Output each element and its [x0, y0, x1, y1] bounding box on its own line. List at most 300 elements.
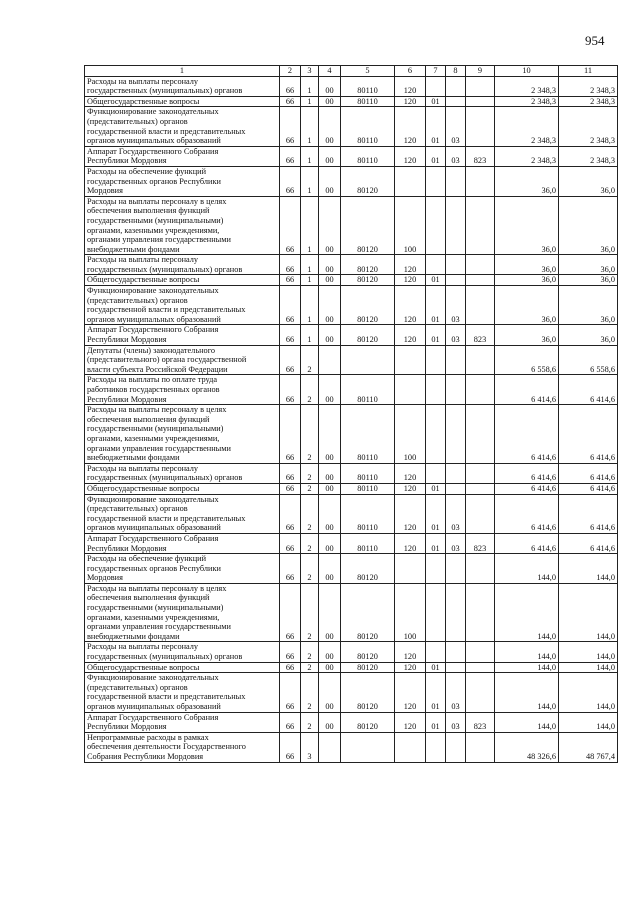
row-description: Общегосударственные вопросы — [85, 483, 280, 494]
cell-amount-year-1: 144,0 — [495, 554, 559, 584]
cell-subprogram-code: 00 — [319, 96, 341, 107]
cell-subprogram-code: 00 — [319, 325, 341, 345]
cell-subprogram-code: 00 — [319, 405, 341, 464]
cell-amount-year-2: 2 348,3 — [559, 107, 618, 146]
cell-section — [426, 375, 446, 405]
cell-section — [426, 732, 446, 762]
cell-program-code: 2 — [301, 712, 319, 732]
cell-subsection: 03 — [446, 146, 466, 166]
cell-ministry-code — [466, 583, 495, 642]
cell-amount-year-2: 6 414,6 — [559, 483, 618, 494]
cell-program-code: 2 — [301, 533, 319, 553]
cell-direction-code: 80120 — [341, 325, 395, 345]
cell-program-code: 1 — [301, 286, 319, 325]
cell-amount-year-1: 144,0 — [495, 673, 559, 712]
cell-amount-year-1: 36,0 — [495, 166, 559, 196]
table-row — [85, 146, 618, 166]
cell-section — [426, 76, 446, 96]
cell-amount-year-2: 6 414,6 — [559, 463, 618, 483]
cell-subsection — [446, 345, 466, 375]
cell-amount-year-2: 6 558,6 — [559, 345, 618, 375]
cell-expense-type: 120 — [395, 275, 426, 286]
cell-expense-type: 120 — [395, 96, 426, 107]
cell-admin-code: 66 — [280, 673, 301, 712]
cell-subprogram-code: 00 — [319, 494, 341, 533]
cell-program-code: 1 — [301, 96, 319, 107]
row-description: Функционирование законодательных (представительных) органов государственной власти и представительных органов муниципальных образований — [85, 286, 280, 325]
cell-direction-code: 80120 — [341, 255, 395, 275]
cell-direction-code: 80120 — [341, 583, 395, 642]
cell-direction-code: 80110 — [341, 146, 395, 166]
cell-subprogram-code: 00 — [319, 712, 341, 732]
cell-section — [426, 166, 446, 196]
cell-admin-code: 66 — [280, 554, 301, 584]
table-row — [85, 483, 618, 494]
row-description: Расходы на обеспечение функций государственных органов Республики Мордовия — [85, 554, 280, 584]
table-row — [85, 96, 618, 107]
table-row — [85, 533, 618, 553]
cell-program-code: 2 — [301, 345, 319, 375]
cell-amount-year-1: 36,0 — [495, 286, 559, 325]
cell-section — [426, 255, 446, 275]
cell-section — [426, 405, 446, 464]
cell-section: 01 — [426, 494, 446, 533]
table-row — [85, 107, 618, 146]
cell-admin-code: 66 — [280, 732, 301, 762]
row-description: Расходы на выплаты персоналу в целях обеспечения выполнения функций государственными (муниципальными) органами, казенными учреждениями, органами управления государственными внебюджетными фондами — [85, 583, 280, 642]
cell-ministry-code — [466, 662, 495, 673]
cell-direction-code — [341, 732, 395, 762]
cell-program-code: 3 — [301, 732, 319, 762]
cell-ministry-code — [466, 642, 495, 662]
column-header: 6 — [395, 66, 426, 77]
cell-amount-year-1: 6 414,6 — [495, 483, 559, 494]
cell-subprogram-code — [319, 345, 341, 375]
cell-section — [426, 554, 446, 584]
cell-ministry-code: 823 — [466, 146, 495, 166]
cell-admin-code: 66 — [280, 494, 301, 533]
cell-subsection — [446, 662, 466, 673]
cell-direction-code: 80110 — [341, 96, 395, 107]
row-description: Аппарат Государственного Собрания Республики Мордовия — [85, 533, 280, 553]
cell-amount-year-1: 36,0 — [495, 325, 559, 345]
cell-admin-code: 66 — [280, 375, 301, 405]
row-description: Расходы на обеспечение функций государственных органов Республики Мордовия — [85, 166, 280, 196]
cell-expense-type: 120 — [395, 76, 426, 96]
cell-expense-type: 120 — [395, 494, 426, 533]
cell-subsection: 03 — [446, 673, 466, 712]
cell-amount-year-2: 2 348,3 — [559, 76, 618, 96]
cell-expense-type: 100 — [395, 405, 426, 464]
cell-subprogram-code: 00 — [319, 275, 341, 286]
cell-ministry-code — [466, 166, 495, 196]
cell-section: 01 — [426, 662, 446, 673]
cell-admin-code: 66 — [280, 642, 301, 662]
cell-program-code: 1 — [301, 166, 319, 196]
cell-expense-type — [395, 375, 426, 405]
cell-direction-code: 80110 — [341, 107, 395, 146]
cell-program-code: 1 — [301, 275, 319, 286]
cell-expense-type: 120 — [395, 107, 426, 146]
cell-subsection — [446, 583, 466, 642]
cell-amount-year-1: 48 326,6 — [495, 732, 559, 762]
cell-amount-year-2: 2 348,3 — [559, 146, 618, 166]
cell-program-code: 2 — [301, 483, 319, 494]
row-description: Расходы на выплаты персоналу государственных (муниципальных) органов — [85, 463, 280, 483]
cell-ministry-code — [466, 375, 495, 405]
cell-admin-code: 66 — [280, 533, 301, 553]
cell-section: 01 — [426, 483, 446, 494]
cell-section — [426, 583, 446, 642]
cell-amount-year-2: 36,0 — [559, 275, 618, 286]
row-description: Общегосударственные вопросы — [85, 275, 280, 286]
table-row — [85, 275, 618, 286]
cell-expense-type: 100 — [395, 583, 426, 642]
column-header: 5 — [341, 66, 395, 77]
cell-direction-code: 80110 — [341, 463, 395, 483]
cell-section — [426, 196, 446, 255]
table-row — [85, 76, 618, 96]
cell-subsection: 03 — [446, 533, 466, 553]
row-description: Расходы на выплаты персоналу в целях обеспечения выполнения функций государственными (муниципальными) органами, казенными учреждениями, органами управления государственными внебюджетными фондами — [85, 196, 280, 255]
cell-subprogram-code: 00 — [319, 673, 341, 712]
cell-subsection — [446, 405, 466, 464]
cell-amount-year-1: 144,0 — [495, 583, 559, 642]
column-header: 1 — [85, 66, 280, 77]
column-header: 10 — [495, 66, 559, 77]
table-row — [85, 255, 618, 275]
cell-direction-code: 80120 — [341, 642, 395, 662]
cell-subprogram-code: 00 — [319, 375, 341, 405]
cell-direction-code: 80110 — [341, 533, 395, 553]
cell-expense-type: 100 — [395, 196, 426, 255]
cell-admin-code: 66 — [280, 96, 301, 107]
cell-amount-year-1: 6 414,6 — [495, 375, 559, 405]
budget-table — [84, 65, 618, 763]
cell-ministry-code — [466, 196, 495, 255]
cell-subprogram-code — [319, 732, 341, 762]
cell-amount-year-1: 2 348,3 — [495, 76, 559, 96]
cell-expense-type: 120 — [395, 146, 426, 166]
cell-direction-code — [341, 345, 395, 375]
row-description: Расходы на выплаты персоналу государственных (муниципальных) органов — [85, 255, 280, 275]
cell-program-code: 2 — [301, 642, 319, 662]
cell-program-code: 1 — [301, 76, 319, 96]
cell-amount-year-2: 2 348,3 — [559, 96, 618, 107]
cell-subprogram-code: 00 — [319, 483, 341, 494]
cell-admin-code: 66 — [280, 76, 301, 96]
column-header: 4 — [319, 66, 341, 77]
cell-ministry-code — [466, 732, 495, 762]
table-row — [85, 375, 618, 405]
cell-program-code: 2 — [301, 583, 319, 642]
cell-admin-code: 66 — [280, 463, 301, 483]
cell-section — [426, 463, 446, 483]
column-header: 11 — [559, 66, 618, 77]
cell-subsection — [446, 642, 466, 662]
column-header: 9 — [466, 66, 495, 77]
cell-section: 01 — [426, 533, 446, 553]
cell-direction-code: 80110 — [341, 483, 395, 494]
table-row — [85, 712, 618, 732]
cell-expense-type: 120 — [395, 642, 426, 662]
cell-section: 01 — [426, 96, 446, 107]
cell-program-code: 1 — [301, 146, 319, 166]
table-row — [85, 732, 618, 762]
cell-subsection — [446, 463, 466, 483]
table-row — [85, 345, 618, 375]
cell-section — [426, 345, 446, 375]
cell-subprogram-code: 00 — [319, 255, 341, 275]
cell-direction-code: 80110 — [341, 494, 395, 533]
cell-admin-code: 66 — [280, 583, 301, 642]
cell-direction-code: 80120 — [341, 286, 395, 325]
table-body — [85, 76, 618, 762]
table-row — [85, 286, 618, 325]
cell-section: 01 — [426, 107, 446, 146]
cell-program-code: 2 — [301, 554, 319, 584]
table-row — [85, 583, 618, 642]
cell-direction-code: 80120 — [341, 554, 395, 584]
cell-amount-year-2: 144,0 — [559, 583, 618, 642]
cell-section: 01 — [426, 146, 446, 166]
cell-subprogram-code: 00 — [319, 583, 341, 642]
row-description: Функционирование законодательных (представительных) органов государственной власти и представительных органов муниципальных образований — [85, 494, 280, 533]
cell-expense-type: 120 — [395, 483, 426, 494]
cell-subsection: 03 — [446, 325, 466, 345]
cell-subsection — [446, 375, 466, 405]
cell-program-code: 2 — [301, 375, 319, 405]
cell-amount-year-1: 2 348,3 — [495, 146, 559, 166]
cell-admin-code: 66 — [280, 712, 301, 732]
cell-subsection — [446, 255, 466, 275]
row-description: Непрограммные расходы в рамках обеспечения деятельности Государственного Собрания Республики Мордовия — [85, 732, 280, 762]
cell-section: 01 — [426, 673, 446, 712]
cell-amount-year-1: 6 558,6 — [495, 345, 559, 375]
cell-amount-year-2: 6 414,6 — [559, 375, 618, 405]
row-description: Общегосударственные вопросы — [85, 662, 280, 673]
table-row — [85, 196, 618, 255]
cell-direction-code: 80120 — [341, 196, 395, 255]
cell-subprogram-code: 00 — [319, 642, 341, 662]
cell-ministry-code — [466, 255, 495, 275]
cell-amount-year-2: 144,0 — [559, 712, 618, 732]
cell-amount-year-1: 2 348,3 — [495, 96, 559, 107]
cell-direction-code: 80120 — [341, 673, 395, 712]
cell-direction-code: 80120 — [341, 275, 395, 286]
cell-amount-year-1: 6 414,6 — [495, 533, 559, 553]
cell-program-code: 1 — [301, 325, 319, 345]
cell-amount-year-1: 2 348,3 — [495, 107, 559, 146]
cell-admin-code: 66 — [280, 196, 301, 255]
cell-amount-year-2: 6 414,6 — [559, 494, 618, 533]
cell-expense-type: 120 — [395, 463, 426, 483]
cell-subprogram-code: 00 — [319, 533, 341, 553]
cell-direction-code: 80120 — [341, 166, 395, 196]
cell-subprogram-code: 00 — [319, 554, 341, 584]
page-number: 954 — [585, 33, 605, 48]
table-row — [85, 463, 618, 483]
cell-amount-year-2: 36,0 — [559, 286, 618, 325]
cell-amount-year-2: 6 414,6 — [559, 533, 618, 553]
cell-subsection: 03 — [446, 107, 466, 146]
cell-program-code: 1 — [301, 107, 319, 146]
cell-subsection: 03 — [446, 286, 466, 325]
cell-ministry-code — [466, 286, 495, 325]
row-description: Функционирование законодательных (представительных) органов государственной власти и представительных органов муниципальных образований — [85, 673, 280, 712]
cell-program-code: 1 — [301, 255, 319, 275]
cell-amount-year-2: 36,0 — [559, 325, 618, 345]
cell-subprogram-code: 00 — [319, 662, 341, 673]
cell-subsection — [446, 483, 466, 494]
cell-amount-year-2: 144,0 — [559, 642, 618, 662]
cell-amount-year-1: 144,0 — [495, 662, 559, 673]
cell-ministry-code — [466, 483, 495, 494]
cell-admin-code: 66 — [280, 286, 301, 325]
table-row — [85, 554, 618, 584]
cell-amount-year-2: 144,0 — [559, 554, 618, 584]
row-description: Расходы на выплаты персоналу государственных (муниципальных) органов — [85, 642, 280, 662]
table-row — [85, 662, 618, 673]
cell-admin-code: 66 — [280, 325, 301, 345]
cell-admin-code: 66 — [280, 146, 301, 166]
cell-amount-year-1: 36,0 — [495, 255, 559, 275]
cell-expense-type: 120 — [395, 712, 426, 732]
cell-subsection: 03 — [446, 494, 466, 533]
cell-amount-year-2: 6 414,6 — [559, 405, 618, 464]
cell-amount-year-1: 6 414,6 — [495, 463, 559, 483]
cell-subsection — [446, 76, 466, 96]
cell-subsection — [446, 275, 466, 286]
table-row — [85, 642, 618, 662]
cell-subsection — [446, 732, 466, 762]
cell-section: 01 — [426, 712, 446, 732]
cell-subprogram-code: 00 — [319, 196, 341, 255]
cell-direction-code: 80110 — [341, 375, 395, 405]
cell-ministry-code — [466, 554, 495, 584]
row-description: Общегосударственные вопросы — [85, 96, 280, 107]
cell-ministry-code — [466, 494, 495, 533]
cell-expense-type — [395, 345, 426, 375]
cell-ministry-code: 823 — [466, 533, 495, 553]
cell-admin-code: 66 — [280, 345, 301, 375]
cell-ministry-code — [466, 275, 495, 286]
cell-expense-type: 120 — [395, 325, 426, 345]
cell-admin-code: 66 — [280, 166, 301, 196]
cell-program-code: 1 — [301, 196, 319, 255]
cell-amount-year-2: 36,0 — [559, 166, 618, 196]
cell-subprogram-code: 00 — [319, 463, 341, 483]
table-row — [85, 673, 618, 712]
cell-subsection — [446, 196, 466, 255]
cell-direction-code: 80120 — [341, 712, 395, 732]
cell-expense-type — [395, 732, 426, 762]
table-row — [85, 166, 618, 196]
column-header: 8 — [446, 66, 466, 77]
cell-amount-year-2: 48 767,4 — [559, 732, 618, 762]
table-row — [85, 494, 618, 533]
cell-amount-year-1: 6 414,6 — [495, 494, 559, 533]
cell-program-code: 2 — [301, 494, 319, 533]
cell-expense-type: 120 — [395, 673, 426, 712]
cell-section: 01 — [426, 286, 446, 325]
cell-ministry-code — [466, 463, 495, 483]
cell-admin-code: 66 — [280, 662, 301, 673]
column-header: 7 — [426, 66, 446, 77]
cell-ministry-code: 823 — [466, 712, 495, 732]
cell-section: 01 — [426, 325, 446, 345]
row-description: Аппарат Государственного Собрания Республики Мордовия — [85, 712, 280, 732]
cell-ministry-code — [466, 76, 495, 96]
cell-program-code: 2 — [301, 405, 319, 464]
cell-amount-year-2: 36,0 — [559, 196, 618, 255]
row-description: Расходы на выплаты по оплате труда работников государственных органов Республики Мордовия — [85, 375, 280, 405]
row-description: Функционирование законодательных (представительных) органов государственной власти и представительных органов муниципальных образований — [85, 107, 280, 146]
cell-amount-year-1: 36,0 — [495, 275, 559, 286]
cell-admin-code: 66 — [280, 107, 301, 146]
cell-direction-code: 80110 — [341, 76, 395, 96]
cell-program-code: 2 — [301, 662, 319, 673]
table-row — [85, 405, 618, 464]
cell-section — [426, 642, 446, 662]
cell-expense-type — [395, 166, 426, 196]
cell-subprogram-code: 00 — [319, 286, 341, 325]
cell-expense-type: 120 — [395, 286, 426, 325]
cell-subprogram-code: 00 — [319, 76, 341, 96]
cell-amount-year-1: 144,0 — [495, 712, 559, 732]
cell-amount-year-2: 144,0 — [559, 673, 618, 712]
row-description: Аппарат Государственного Собрания Республики Мордовия — [85, 325, 280, 345]
cell-program-code: 2 — [301, 673, 319, 712]
cell-program-code: 2 — [301, 463, 319, 483]
row-description: Расходы на выплаты персоналу в целях обеспечения выполнения функций государственными (муниципальными) органами, казенными учреждениями, органами управления государственными внебюджетными фондами — [85, 405, 280, 464]
cell-subsection — [446, 96, 466, 107]
cell-admin-code: 66 — [280, 255, 301, 275]
cell-ministry-code: 823 — [466, 325, 495, 345]
cell-expense-type: 120 — [395, 255, 426, 275]
column-header: 2 — [280, 66, 301, 77]
cell-direction-code: 80120 — [341, 662, 395, 673]
cell-expense-type — [395, 554, 426, 584]
row-description: Расходы на выплаты персоналу государственных (муниципальных) органов — [85, 76, 280, 96]
row-description: Аппарат Государственного Собрания Республики Мордовия — [85, 146, 280, 166]
cell-amount-year-2: 36,0 — [559, 255, 618, 275]
cell-subsection — [446, 166, 466, 196]
cell-admin-code: 66 — [280, 275, 301, 286]
table-header-row — [85, 66, 618, 77]
cell-subprogram-code: 00 — [319, 107, 341, 146]
cell-subsection: 03 — [446, 712, 466, 732]
cell-direction-code: 80110 — [341, 405, 395, 464]
cell-ministry-code — [466, 405, 495, 464]
cell-expense-type: 120 — [395, 533, 426, 553]
cell-subprogram-code: 00 — [319, 166, 341, 196]
cell-amount-year-1: 36,0 — [495, 196, 559, 255]
cell-subprogram-code: 00 — [319, 146, 341, 166]
cell-ministry-code — [466, 673, 495, 712]
cell-amount-year-1: 6 414,6 — [495, 405, 559, 464]
cell-amount-year-2: 144,0 — [559, 662, 618, 673]
cell-section: 01 — [426, 275, 446, 286]
cell-admin-code: 66 — [280, 483, 301, 494]
cell-ministry-code — [466, 96, 495, 107]
cell-admin-code: 66 — [280, 405, 301, 464]
cell-ministry-code — [466, 107, 495, 146]
column-header: 3 — [301, 66, 319, 77]
cell-ministry-code — [466, 345, 495, 375]
row-description: Депутаты (члены) законодательного (представительного) органа государственной власти субъекта Российской Федерации — [85, 345, 280, 375]
cell-expense-type: 120 — [395, 662, 426, 673]
